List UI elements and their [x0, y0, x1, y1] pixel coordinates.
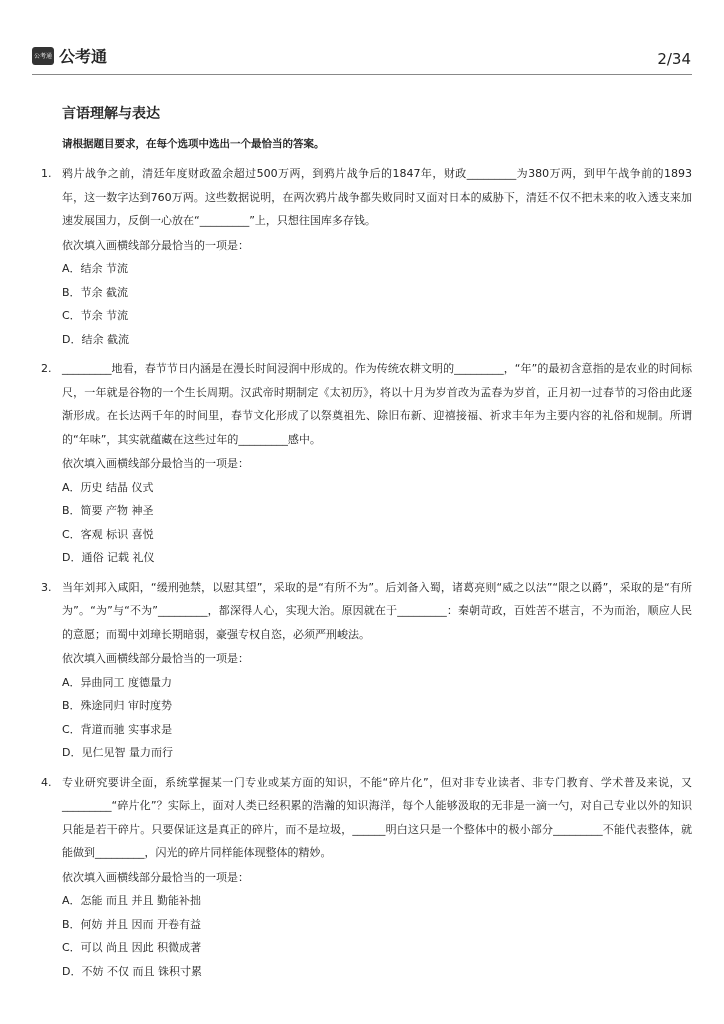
question-prompt: 依次填入画横线部分最恰当的一项是： — [62, 652, 249, 665]
question-text: 当年刘邦入咸阳，“缓刑弛禁，以慰其望”，采取的是“有所不为”。后刘备入蜀，诸葛亮则“威之以法”“限之以爵”，采取的是“有所为”。“为”与“不为”_________，都深得人心，实现大治。原因就在于_________：秦朝苛政，百姓苦不堪言，不为而治，顺应人民的意愿；而蜀中刘璋长期暗弱，豪强专权自恣，必须严刑峻法。 — [62, 580, 692, 641]
option-b[interactable]: B．殊途同归 审时度势 — [62, 699, 173, 712]
option-a[interactable]: A．异曲同工 度德量力 — [62, 675, 173, 689]
option-a[interactable]: A．结余 节流 — [62, 262, 129, 275]
question-prompt: 依次填入画横线部分最恰当的一项是： — [62, 238, 249, 252]
option-c[interactable]: C．节余 节流 — [62, 309, 129, 322]
option-b[interactable]: B．何妨 并且 因而 开卷有益 — [62, 917, 202, 931]
option-c[interactable]: C．客观 标识 喜悦 — [62, 527, 154, 541]
question-2 — [36, 357, 692, 570]
option-d[interactable]: D．不妨 不仅 而且 铢积寸累 — [62, 964, 202, 978]
page-content — [36, 104, 692, 983]
option-c[interactable]: C．背道而驰 实事求是 — [62, 722, 173, 736]
option-b[interactable]: B．节余 截流 — [62, 285, 129, 299]
option-b[interactable]: B．简要 产物 神圣 — [62, 504, 154, 517]
question-4 — [36, 771, 692, 984]
question-number: 4. — [41, 775, 52, 789]
question-text: _________地看，春节节日内涵是在漫长时间浸润中形成的。作为传统农耕文明的_________，“年”的最初含意指的是农业的时间标尺，一年就是谷物的一个生长周期。汉武帝时期制定《太初历》，将以十月为岁首改为孟春为岁首，正月初一过春节的习俗由此逐渐形成。在长达两千年的时间里，春节文化形成了以祭奠祖先、除旧布新、迎禧接福、祈求丰年为主要内容的礼俗和规制。所谓的“年味”，其实就蕴藏在这些过年的_________感中。 — [62, 362, 692, 446]
question-number: 3. — [41, 580, 52, 594]
logo-text: 公考通 — [59, 47, 108, 66]
option-d[interactable]: D．见仁见智 量力而行 — [62, 746, 173, 759]
option-d[interactable]: D．结余 截流 — [62, 332, 129, 346]
section-instruction: 请根据题目要求，在每个选项中选出一个最恰当的答案。 — [62, 138, 325, 150]
page-number: 2/34 — [657, 50, 691, 68]
option-c[interactable]: C．可以 尚且 因此 积微成著 — [62, 941, 202, 954]
question-text: 鸦片战争之前，清廷年度财政盈余超过500万两，到鸦片战争后的1847年，财政_________为380万两，到甲午战争前的1893年，这一数字达到760万两。这些数据说明，在两次鸦片战争都失败同时又面对日本的威胁下，清廷不仅不把未来的收入透支来加速发展国力，反倒一心放在“_________”上，只想往国库多存钱。 — [62, 167, 692, 227]
question-number: 1. — [41, 167, 52, 180]
page-header — [0, 0, 724, 76]
question-prompt: 依次填入画横线部分最恰当的一项是： — [62, 457, 249, 470]
logo-mark-icon: 公考通 — [32, 47, 54, 65]
section-title: 言语理解与表达 — [62, 106, 160, 122]
question-prompt: 依次填入画横线部分最恰当的一项是： — [62, 870, 249, 884]
option-a[interactable]: A．历史 结晶 仪式 — [62, 480, 154, 494]
brand-logo — [32, 44, 107, 67]
question-text: 专业研究要讲全面，系统掌握某一门专业或某方面的知识，不能“碎片化”，但对非专业读者、非专门教育、学术普及来说，又_________“碎片化”？实际上，面对人类已经积累的浩瀚的知识海洋，每个人能够汲取的无非是一滴一勺，对自己专业以外的知识只能是若干碎片。只要保证这是真正的碎片，而不是垃圾，______明白这只是一个整体中的极小部分_________不能代表整体，就能做到_________，闪光的碎片同样能体现整体的精妙。 — [62, 775, 692, 859]
option-d[interactable]: D．通俗 记载 礼仪 — [62, 551, 155, 564]
option-a[interactable]: A．怎能 而且 并且 勤能补拙 — [62, 894, 202, 907]
header-divider — [32, 74, 692, 75]
question-number: 2. — [41, 362, 52, 375]
question-3 — [36, 576, 692, 765]
question-1 — [36, 162, 692, 351]
